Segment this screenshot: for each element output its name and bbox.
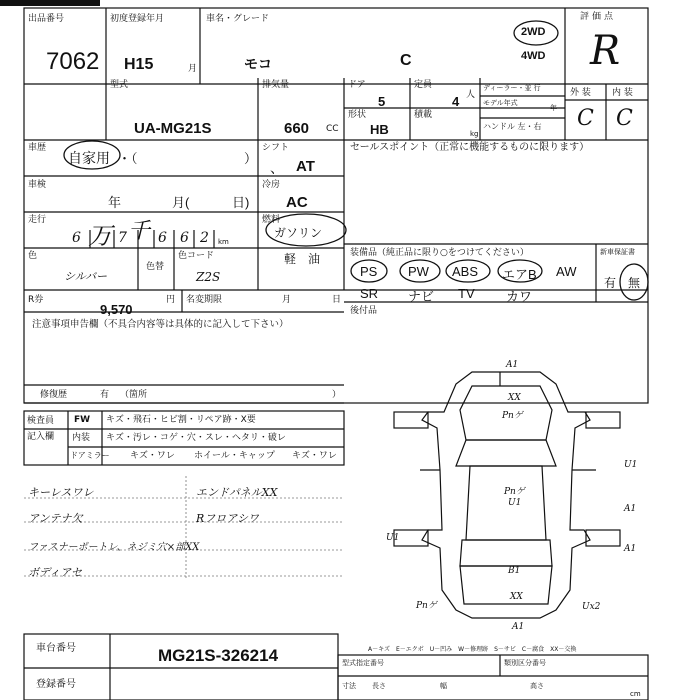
chassis-number: MG21S-326214 [158,646,279,665]
shift-prefix: 、 [270,160,284,176]
damage-mark: U1 [624,460,638,470]
registration-era: H15 [124,56,154,73]
name-change-month: 月 [282,295,292,305]
mileage-digit: 6 [180,230,189,246]
remark-right: Rフロアシワ [196,512,259,525]
interior-label: 内 装 [612,88,633,98]
lot-number: 7062 [46,48,100,75]
drive-4wd: 4WD [521,50,546,62]
equipment-sr: SR [360,286,379,301]
checker-label-2: 記入欄 [27,432,55,442]
equipment-navi: ナビ [408,289,435,304]
sales-point-label: セールスポイント（正常に機能するものに限ります） [350,142,590,153]
inspection-year: 年 [108,195,122,210]
body-shape: HB [370,122,389,137]
equipment-ps: PS [360,264,378,279]
lot-label: 出品番号 [28,14,65,24]
displacement-unit: CC [326,124,339,134]
repair-place: （箇所 [120,390,148,400]
exterior-label: 外 装 [570,88,591,98]
color-label: 色 [28,251,38,261]
damage-mark: A1 [624,504,637,514]
mileage-man-unit: 万 [88,222,112,250]
r-ticket-unit: 円 [166,295,176,305]
r-ticket-label: R券 [28,295,44,305]
damage-mark: Ux2 [582,602,601,612]
chassis-label: 車台番号 [36,643,76,654]
damage-mark: U1 [386,533,400,543]
checker-wheel-items: キズ・ワレ [292,451,337,461]
inspection-day: 日) [232,195,250,210]
inspection-label: 車検 [28,180,47,190]
car-name-label: 車名・グレード [206,14,270,24]
warranty-yes: 有 [604,276,617,290]
warranty-label: 新車保証書 [600,248,635,256]
checker-mirror-label: ドアミラー [70,451,110,460]
remark-right: エンドパネルXX [196,486,278,499]
score-label: 評価点 [580,12,617,22]
damage-mark: Pnゲ [416,601,437,611]
checker-fw-label: FW [74,415,91,425]
remark-left: アンテナ欠 [28,512,83,525]
equipment-label: 装備品（純正品に限り○をつけてください） [350,248,529,258]
fuel-label: 燃料 [262,215,281,225]
fuel-option: 軽 油 [284,252,321,266]
damage-mark: A1 [506,360,519,370]
mileage-unit: km [218,238,229,246]
car-name: モコ [244,56,272,72]
cm-unit: cm [630,690,641,698]
model-year-label: モデル年式 [483,99,518,107]
remark-left: ボディアセ [28,566,83,579]
class-label: 類別区分番号 [504,659,546,667]
cooler-label: 冷房 [262,180,281,190]
checker-label-1: 検査員 [27,416,55,426]
model-label: 型式 [110,80,129,90]
registration-label: 初度登録年月 [110,14,165,24]
equipment-pw: PW [408,264,429,279]
usage-paren-open: ・（ [118,151,138,166]
mileage-digit: 7 [118,230,127,246]
mileage-digit: 6 [158,230,167,246]
damage-mark: A1 [624,544,637,554]
usage-label: 車歴 [28,143,47,153]
usage-value: 自家用 [68,150,110,166]
damage-mark: A1 [512,622,525,632]
damage-mark: XX [508,393,521,403]
mileage-digit: 6 [72,230,81,246]
equipment-abs: ABS [452,264,479,279]
checker-interior-items: キズ・汚レ・コゲ・穴・スレ・ヘタリ・破レ [106,433,286,443]
checker-wheel-label: ホイール・キャップ [194,451,275,461]
checker-interior-label: 内装 [72,433,91,443]
capacity: 4 [452,94,460,109]
height-label: 高さ [530,682,544,690]
damage-mark: B1 [508,566,521,576]
capacity-label: 定員 [414,80,433,90]
r-ticket-value: 9,570 [100,302,133,317]
grade: C [400,52,412,69]
repair-close: ） [332,390,342,400]
usage-paren-close: ） [244,151,258,166]
capacity-unit: 人 [466,90,476,100]
displacement-label: 排気量 [262,80,290,90]
damage-mark: Pnゲ [504,487,525,497]
name-change-label: 名変期限 [186,295,223,305]
repair-label: 修復歴 [40,390,68,400]
remark-left: ファスナーポートレ、ネジミ穴×部XX [28,542,200,553]
equipment-airbag: エアB [502,267,537,282]
color-change-label: 色替 [146,262,165,272]
shift-label: シフト [262,143,290,153]
length-label: 長さ [372,682,386,690]
load-label: 積載 [414,110,433,120]
load-unit: kg [470,130,479,138]
shift-value: AT [296,158,315,175]
registration-month-unit: 月 [188,64,198,74]
width-label: 幅 [440,682,447,690]
checker-fw-items: キズ・飛石・ヒビ割・リペア跡・X要 [106,415,256,425]
mileage-sen-unit: 千 [128,219,151,244]
type-cert-label: 型式指定番号 [342,659,384,667]
inspection-month: 月( [172,195,190,210]
doors: 5 [378,94,386,109]
model-code: UA-MG21S [134,120,212,137]
equipment-aw: AW [556,264,577,279]
door-label: ドア [348,80,366,90]
damage-legend: A－キズ E－エクボ U－凹み W－修理跡 S－サビ C－腐食 XX－交換 [368,646,577,653]
equipment-tv: TV [458,286,475,301]
damage-mark: Pnゲ [502,411,523,421]
color-code-label: 色コード [178,251,215,261]
exterior-grade: C [577,106,594,131]
plate-label: 登録番号 [36,679,76,690]
handle-label: ハンドル 左・右 [483,122,542,131]
mileage-label: 走行 [28,215,47,225]
damage-mark: XX [510,592,523,602]
equipment-leather: カワ [506,289,533,304]
remark-left: キーレスワレ [28,486,94,499]
color-value: シルバー [64,270,107,283]
mileage-digit: 2 [200,230,209,246]
fuel-value: ガソリン [274,226,323,240]
aftermarket-label: 後付品 [350,306,378,316]
damage-mark: U1 [508,498,522,508]
score-value: R [590,28,621,74]
drive-2wd: 2WD [521,26,546,38]
name-change-day: 日 [332,295,342,305]
displacement: 660 [284,120,310,137]
shape-label: 形状 [348,110,367,120]
notes-label: 注意事項申告欄（不具合内容等は具体的に記入して下さい） [32,319,289,330]
cooler-value: AC [286,194,308,211]
checker-mirror-items: キズ・ワレ [130,451,175,461]
dimensions-label: 寸法 [342,682,356,690]
dealer-label: ディーラー・並 行 [483,84,541,92]
color-code: Z2S [196,270,221,284]
interior-grade: C [616,106,633,131]
repair-yes: 有 [100,390,110,400]
warranty-no: 無 [628,276,641,290]
year-unit: 年 [550,104,557,112]
